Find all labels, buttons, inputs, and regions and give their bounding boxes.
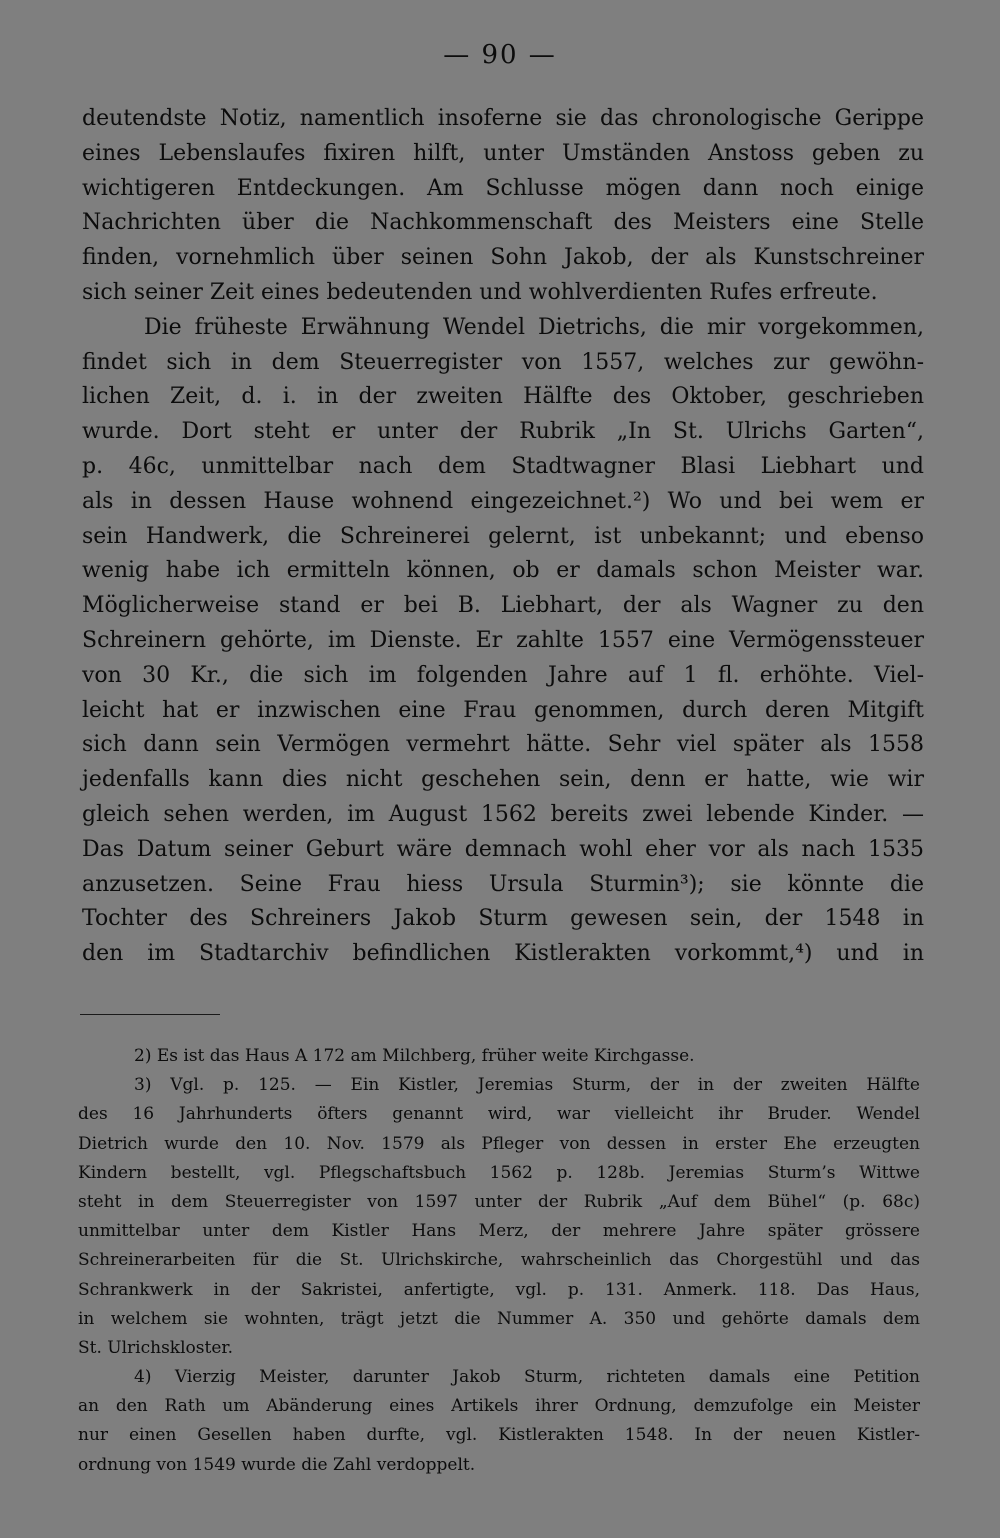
footnote-line: steht in dem Steuerregister von 1597 unter der Rubrik „Auf dem Bühel“ (p. 68c) — [78, 1191, 920, 1212]
body-line: jedenfalls kann dies nicht geschehen sein, denn er hatte, wie wir — [82, 767, 924, 793]
body-line: Das Datum seiner Geburt wäre demnach wohl eher vor als nach 1535 — [82, 836, 924, 862]
footnote-line: 2) Es ist das Haus A 172 am Milchberg, früher weite Kirchgasse. — [134, 1046, 695, 1066]
body-line: Schreinern gehörte, im Dienste. Er zahlte 1557 eine Vermögenssteuer — [82, 627, 924, 653]
footnote-line: Dietrich wurde den 10. Nov. 1579 als Pfleger von dessen in erster Ehe erzeugten — [78, 1133, 920, 1154]
footnote-line: 3) Vgl. p. 125. — Ein Kistler, Jeremias Sturm, der in der zweiten Hälfte — [134, 1075, 920, 1096]
body-line: wichtigeren Entdeckungen. Am Schlusse mögen dann noch einige — [82, 175, 924, 201]
body-line: deutendste Notiz, namentlich insoferne sie das chronologische Gerippe — [82, 106, 924, 131]
body-line: Nachrichten über die Nachkommenschaft des Meisters eine Stelle — [82, 210, 924, 236]
body-line: von 30 Kr., die sich im folgenden Jahre auf 1 fl. erhöhte. Viel- — [82, 662, 924, 688]
body-text — [82, 102, 924, 972]
body-line: sich seiner Zeit eines bedeutenden und wohlverdienten Rufes erfreute. — [82, 279, 878, 305]
body-line: finden, vornehmlich über seinen Sohn Jakob, der als Kunstschreiner — [82, 245, 924, 271]
footnote-line: 4) Vierzig Meister, darunter Jakob Sturm, richteten damals eine Petition — [134, 1367, 920, 1388]
body-line: sein Handwerk, die Schreinerei gelernt, ist unbekannt; und ebenso — [82, 523, 924, 549]
body-line: wenig habe ich ermitteln können, ob er damals schon Meister war. — [82, 558, 924, 584]
footnote-line: nur einen Gesellen haben durfte, vgl. Kistlerakten 1548. In der neuen Kistler- — [78, 1425, 920, 1446]
body-line: Die früheste Erwähnung Wendel Dietrichs, die mir vorgekommen, — [144, 314, 924, 340]
body-line: gleich sehen werden, im August 1562 bereits zwei lebende Kinder. — — [82, 801, 924, 827]
body-line: p. 46c, unmittelbar nach dem Stadtwagner Blasi Liebhart und — [82, 453, 924, 479]
body-line: lichen Zeit, d. i. in der zweiten Hälfte des Oktober, geschrieben — [82, 384, 924, 410]
body-line: anzusetzen. Seine Frau hiess Ursula Sturmin³); sie könnte die — [82, 871, 924, 897]
footnote-line: an den Rath um Abänderung eines Artikels ihrer Ordnung, demzufolge ein Meister — [78, 1396, 920, 1417]
body-line: Tochter des Schreiners Jakob Sturm gewesen sein, der 1548 in — [82, 906, 924, 932]
footnote-line: des 16 Jahrhunderts öfters genannt wird, war vielleicht ihr Bruder. Wendel — [78, 1104, 920, 1125]
footnotes — [78, 1042, 920, 1480]
body-line: wurde. Dort steht er unter der Rubrik „In St. Ulrichs Garten“, — [82, 419, 924, 445]
footnote-line: St. Ulrichskloster. — [78, 1337, 234, 1358]
footnote-line: in welchem sie wohnten, trägt jetzt die Nummer A. 350 und gehörte damals dem — [78, 1308, 920, 1329]
page-number: — 90 — — [443, 40, 557, 70]
footnote-line: Schreinerarbeiten für die St. Ulrichskirche, wahrscheinlich das Chorgestühl und das — [78, 1250, 920, 1271]
body-line: als in dessen Hause wohnend eingezeichnet.²) Wo und bei wem er — [82, 488, 924, 514]
footnote-divider — [80, 1014, 220, 1015]
body-line: sich dann sein Vermögen vermehrt hätte. Sehr viel später als 1558 — [82, 732, 924, 758]
footnote-line: unmittelbar unter dem Kistler Hans Merz, der mehrere Jahre später grössere — [78, 1221, 920, 1242]
body-line: Möglicherweise stand er bei B. Liebhart, der als Wagner zu den — [82, 593, 924, 619]
footnote-line: ordnung von 1549 wurde die Zahl verdoppelt. — [78, 1454, 476, 1475]
footnote-line: Schrankwerk in der Sakristei, anfertigte, vgl. p. 131. Anmerk. 118. Das Haus, — [78, 1279, 920, 1300]
body-line: leicht hat er inzwischen eine Frau genommen, durch deren Mitgift — [82, 697, 924, 723]
body-line: den im Stadtarchiv befindlichen Kistlerakten vorkommt,⁴) und in — [82, 941, 924, 967]
body-line: findet sich in dem Steuerregister von 1557, welches zur gewöhn- — [82, 349, 924, 375]
body-line: eines Lebenslaufes fixiren hilft, unter Umständen Anstoss geben zu — [82, 140, 924, 166]
footnote-line: Kindern bestellt, vgl. Pflegschaftsbuch 1562 p. 128b. Jeremias Sturm’s Wittwe — [78, 1162, 920, 1183]
